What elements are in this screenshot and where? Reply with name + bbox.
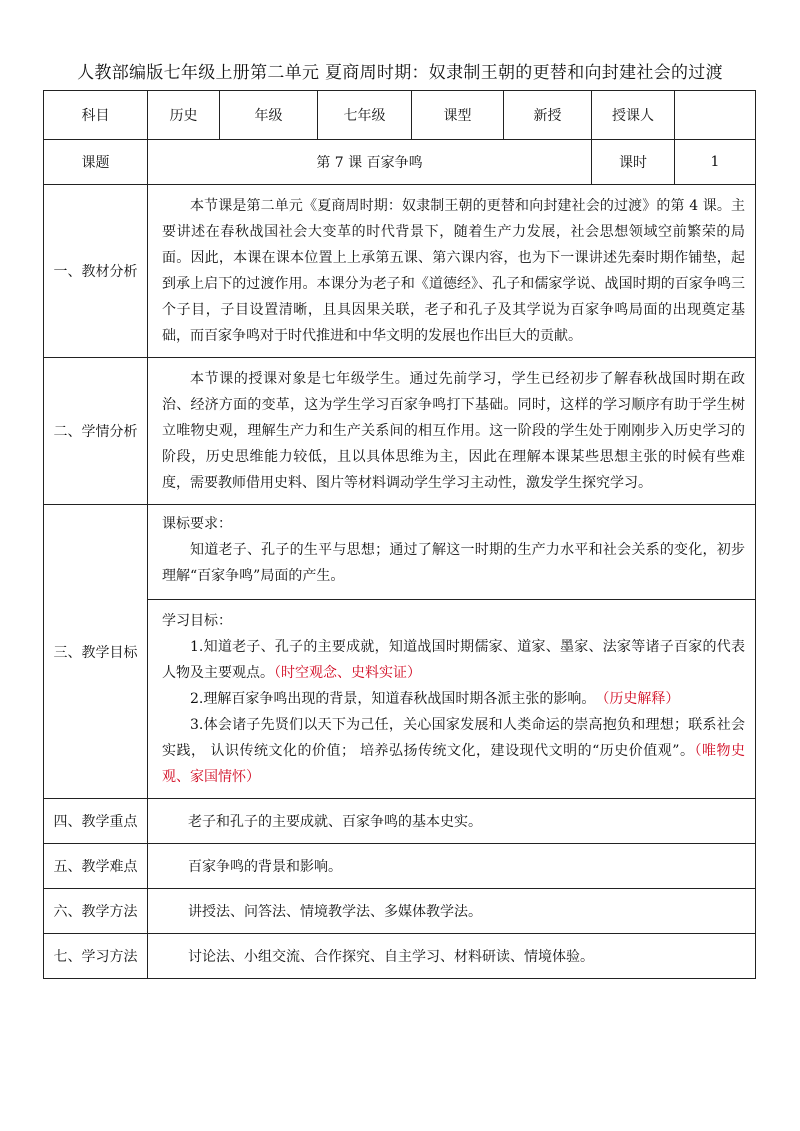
lesson-plan-table <box>43 90 756 979</box>
curriculum-standard-title: 课标要求： <box>162 516 232 532</box>
subject-label: 科目 <box>44 91 148 140</box>
goals-divider <box>148 599 755 600</box>
textbook-analysis-label: 一、教材分析 <box>44 185 148 358</box>
topic-label: 课题 <box>44 140 148 185</box>
difficulty-label: 五、教学难点 <box>44 844 148 889</box>
learning-goal-1-tag: （时空观念、史料实证） <box>274 665 421 681</box>
difficulty-row <box>44 844 756 889</box>
hours-label: 课时 <box>592 140 675 185</box>
learning-goal-2-tag: （历史解释） <box>602 691 680 707</box>
textbook-analysis-row <box>44 185 756 358</box>
type-label: 课型 <box>412 91 504 140</box>
type-value: 新授 <box>504 91 592 140</box>
hours-value: 1 <box>675 140 756 185</box>
learning-goal-3 <box>162 712 745 790</box>
learning-goal-2 <box>162 686 745 712</box>
student-analysis-row <box>44 358 756 505</box>
grade-value: 七年级 <box>318 91 412 140</box>
key-points-row <box>44 799 756 844</box>
learning-goal-2-text: 2.理解百家争鸣出现的背景，知道春秋战国时期各派主张的影响。 <box>190 691 589 707</box>
grade-label: 年级 <box>220 91 318 140</box>
document-title: 人教部编版七年级上册第二单元 夏商周时期：奴隶制王朝的更替和向封建社会的过渡 <box>77 63 723 83</box>
key-points-text: 老子和孔子的主要成就、百家争鸣的基本史实。 <box>148 799 756 844</box>
difficulty-text: 百家争鸣的背景和影响。 <box>148 844 756 889</box>
student-analysis-text: 本节课的授课对象是七年级学生。通过先前学习，学生已经初步了解春秋战国时期在政治、经济方面的变革，这为学生学习百家争鸣打下基础。同时，这样的学习顺序有助于学生树立唯物史观，理解生产力和生产关系间的相互作用。这一阶段的学生处于刚刚步入历史学习的阶段，历史思维能力较低，且以具体思维为主，因此在理解本课某些思想主张的时候有些难度，需要教师借用史料、图片等材料调动学生学习主动性，激发学生探究学习。 <box>162 371 745 491</box>
learning-methods-row <box>44 934 756 979</box>
teaching-methods-label: 六、教学方法 <box>44 889 148 934</box>
topic-value: 第 7 课 百家争鸣 <box>148 140 592 185</box>
learning-goal-3-tag: （唯物史观、家国情怀） <box>162 743 746 785</box>
header-row <box>44 91 756 140</box>
learning-methods-label: 七、学习方法 <box>44 934 148 979</box>
teacher-value <box>675 91 756 140</box>
learning-goal-1 <box>162 634 745 686</box>
learning-goal-1-text: 1.知道老子、孔子的主要成就，知道战国时期儒家、道家、墨家、法家等诸子百家的代表人物及主要观点。 <box>162 639 745 681</box>
teaching-methods-row <box>44 889 756 934</box>
subject-value: 历史 <box>148 91 220 140</box>
teaching-goals-row <box>44 505 756 799</box>
teaching-methods-text: 讲授法、问答法、情境教学法、多媒体教学法。 <box>148 889 756 934</box>
topic-row <box>44 140 756 185</box>
teacher-label: 授课人 <box>592 91 675 140</box>
learning-goal-3-text: 3.体会诸子先贤们以天下为己任，关心国家发展和人类命运的崇高抱负和理想；联系社会实践， 认识传统文化的价值； 培养弘扬传统文化，建设现代文明的“历史价值观”。 <box>162 717 745 759</box>
key-points-label: 四、教学重点 <box>44 799 148 844</box>
teaching-goals-label: 三、教学目标 <box>44 505 148 799</box>
curriculum-standard-text: 知道老子、孔子的生平与思想；通过了解这一时期的生产力水平和社会关系的变化，初步理解“百家争鸣”局面的产生。 <box>162 542 745 584</box>
learning-methods-text: 讨论法、小组交流、合作探究、自主学习、材料研读、情境体验。 <box>148 934 756 979</box>
learning-goals-title: 学习目标： <box>162 613 232 629</box>
textbook-analysis-text: 本节课是第二单元《夏商周时期：奴隶制王朝的更替和向封建社会的过渡》的第 4 课。主要讲述在春秋战国社会大变革的时代背景下，随着生产力发展，社会思想领域空前繁荣的局面。因此，本课在课本位置上上承第五课、第六课内容，也为下一课讲述先秦时期作铺垫，起到承上启下的过渡作用。本课分为老子和《道德经》、孔子和儒家学说、战国时期的百家争鸣三个子目，子目设置清晰，且具因果关联，老子和孔子及其学说为百家争鸣局面的出现奠定基础，而百家争鸣对于时代推进和中华文明的发展也作出巨大的贡献。 <box>162 198 745 344</box>
student-analysis-label: 二、学情分析 <box>44 358 148 505</box>
